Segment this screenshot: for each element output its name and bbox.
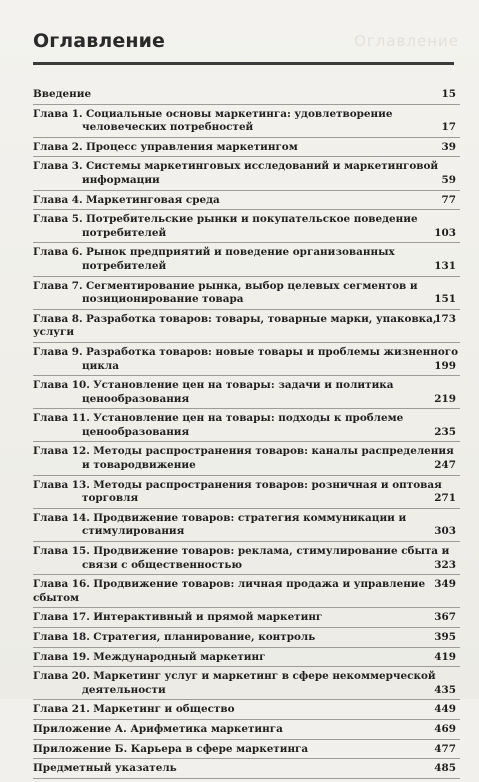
toc-entry[interactable]: [33, 631, 460, 645]
toc-entry-text: [33, 346, 460, 373]
toc-entry[interactable]: [33, 479, 460, 506]
page-title: Оглавление: [33, 30, 165, 52]
toc-entry-text: [33, 379, 460, 406]
page-number: 477: [434, 742, 456, 755]
chapter-title: Установление цен на товары: подходы к проблеме ценообразования: [82, 412, 404, 438]
row-divider: [33, 209, 460, 210]
toc-entry[interactable]: [33, 246, 460, 273]
row-divider: [33, 242, 460, 243]
chapter-number: Глава 15.: [33, 545, 90, 558]
bleed-through-heading: Оглавление: [354, 32, 459, 50]
chapter-number: Глава 19.: [33, 650, 90, 663]
chapter-title: Приложение А. Арифметика маркетинга: [33, 722, 283, 735]
chapter-title: Установление цен на товары: задачи и политика ценообразования: [82, 379, 394, 405]
chapter-title: Рынок предприятий и поведение организованных потребителей: [82, 246, 395, 272]
toc-entry[interactable]: [33, 313, 460, 340]
chapter-title: Методы распространения товаров: розничная и оптовая торговля: [82, 478, 442, 505]
row-divider: [33, 666, 460, 667]
chapter-number: Глава 1.: [33, 107, 83, 120]
chapter-number: Глава 10.: [33, 379, 90, 392]
toc-entry[interactable]: [33, 88, 460, 102]
toc-entry-text: [33, 743, 308, 755]
row-divider: [33, 408, 460, 409]
chapter-title: Разработка товаров: новые товары и проблемы жизненного цикла: [82, 345, 459, 372]
chapter-title: Методы распространения товаров: каналы распределения и товародвижение: [82, 445, 454, 472]
toc-entry[interactable]: [33, 213, 460, 240]
toc-entry[interactable]: [33, 108, 460, 135]
page-number: 303: [434, 525, 456, 538]
header: [0, 0, 479, 62]
toc-entry[interactable]: [33, 703, 460, 717]
page-number: 17: [441, 121, 456, 134]
chapter-number: Глава 3.: [33, 160, 83, 173]
toc-entry[interactable]: [33, 611, 460, 625]
page-number: 15: [441, 88, 456, 100]
toc-entry-text: [33, 280, 460, 307]
chapter-title: Продвижение товаров: стратегия коммуникации и стимулирования: [82, 511, 407, 538]
chapter-title: Маркетинговая среда: [85, 193, 220, 206]
toc-entry-text: [33, 631, 315, 643]
row-divider: [33, 137, 460, 138]
chapter-title: Маркетинг и общество: [93, 703, 235, 716]
page-number: 449: [434, 703, 456, 716]
toc-entry-text: [33, 88, 91, 100]
page-number: 77: [441, 193, 456, 206]
toc-entry[interactable]: [33, 723, 460, 737]
page-number: 435: [434, 683, 456, 696]
toc-entry[interactable]: [33, 762, 460, 776]
page-number: 419: [434, 650, 456, 663]
row-divider: [33, 739, 460, 740]
row-divider: [33, 719, 460, 720]
page-number: 469: [434, 722, 456, 735]
chapter-title: Маркетинг услуг и маркетинг в сфере некоммерческой деятельности: [82, 670, 436, 696]
toc-entry-text: [33, 762, 177, 774]
row-divider: [33, 778, 460, 779]
chapter-title: Системы маркетинговых исследований и маркетинговой информации: [82, 160, 439, 186]
row-divider: [33, 541, 460, 542]
chapter-title: Интерактивный и прямой маркетинг: [93, 611, 323, 624]
toc-entry-text: [33, 213, 460, 240]
toc-entry-text: [33, 141, 298, 153]
toc-entry-text: [33, 578, 425, 604]
toc-entry[interactable]: [33, 412, 460, 439]
toc-entry-text: [33, 670, 460, 697]
page-number: 395: [434, 631, 456, 643]
toc-entry-text: [33, 160, 460, 187]
table-of-contents: [33, 88, 460, 782]
chapter-title: Потребительские рынки и покупательское поведение потребителей: [82, 213, 418, 239]
page-number: 367: [434, 611, 456, 624]
row-divider: [33, 375, 460, 376]
row-divider: [33, 441, 460, 442]
row-divider: [33, 190, 460, 191]
row-divider: [33, 104, 460, 105]
toc-entry[interactable]: [33, 743, 460, 757]
page-number: 199: [434, 359, 456, 372]
page-number: 39: [441, 140, 456, 153]
chapter-number: Глава 21.: [33, 703, 90, 716]
toc-entry-text: [33, 412, 460, 439]
chapter-number: Глава 2.: [33, 140, 83, 153]
toc-entry-text: [33, 512, 460, 539]
chapter-title: Сегментирование рынка, выбор целевых сегментов и позиционирование товара: [82, 279, 418, 306]
chapter-number: Глава 17.: [33, 611, 90, 624]
toc-entry-text: [33, 445, 460, 472]
toc-entry-text: [33, 313, 437, 339]
toc-entry[interactable]: [33, 194, 460, 208]
toc-entry-text: [33, 194, 220, 206]
page-number: 349: [434, 578, 456, 591]
toc-entry[interactable]: [33, 578, 460, 605]
chapter-title: Продвижение товаров: личная продажа и управление сбытом: [33, 578, 426, 604]
page-number: 103: [434, 226, 456, 239]
chapter-title: Предметный указатель: [33, 762, 177, 775]
row-divider: [33, 647, 460, 648]
page-number: 173: [434, 312, 456, 325]
title-rule: [33, 62, 454, 65]
chapter-number: Глава 13.: [33, 478, 90, 491]
toc-entry-text: [33, 108, 460, 135]
toc-entry[interactable]: [33, 651, 460, 665]
chapter-number: Глава 14.: [33, 511, 90, 524]
chapter-number: Глава 8.: [33, 312, 83, 325]
chapter-title: Международный маркетинг: [93, 650, 266, 663]
chapter-title: Разработка товаров: товары, товарные марки, упаковка, услуги: [33, 312, 437, 339]
chapter-number: Глава 12.: [33, 445, 90, 458]
page-number: 131: [434, 259, 456, 272]
toc-entry-text: [33, 723, 283, 735]
toc-entry[interactable]: [33, 445, 460, 472]
toc-entry-text: [33, 651, 265, 663]
toc-entry[interactable]: [33, 346, 460, 373]
row-divider: [33, 607, 460, 608]
row-divider: [33, 342, 460, 343]
toc-entry-text: [33, 479, 460, 506]
chapter-number: Глава 11.: [33, 412, 90, 425]
row-divider: [33, 475, 460, 476]
toc-entry[interactable]: [33, 280, 460, 307]
row-divider: [33, 758, 460, 759]
page-number: 271: [434, 492, 456, 505]
chapter-number: Глава 4.: [33, 193, 83, 206]
page-number: 323: [434, 558, 456, 571]
row-divider: [33, 156, 460, 157]
toc-entry-text: [33, 246, 460, 273]
page-number: 485: [434, 762, 456, 775]
chapter-title: Социальные основы маркетинга: удовлетворение человеческих потребностей: [82, 107, 393, 134]
toc-entry[interactable]: [33, 379, 460, 406]
chapter-number: Глава 16.: [33, 578, 90, 591]
page-number: 151: [434, 293, 456, 306]
chapter-title: Продвижение товаров: реклама, стимулирование сбыта и связи с общественностью: [82, 545, 450, 571]
row-divider: [33, 574, 460, 575]
toc-entry[interactable]: [33, 670, 460, 697]
chapter-number: Глава 18.: [33, 631, 90, 643]
toc-entry-text: [33, 703, 235, 715]
toc-entry[interactable]: [33, 141, 460, 155]
chapter-title: Процесс управления маркетингом: [85, 140, 298, 153]
chapter-number: Глава 9.: [33, 345, 83, 358]
chapter-number: Глава 20.: [33, 670, 90, 683]
chapter-title: Введение: [33, 88, 92, 100]
toc-entry-text: [33, 545, 460, 572]
row-divider: [33, 627, 460, 628]
chapter-title: Стратегия, планирование, контроль: [93, 631, 316, 643]
toc-entry[interactable]: [33, 160, 460, 187]
toc-entry[interactable]: [33, 545, 460, 572]
row-divider: [33, 508, 460, 509]
toc-entry[interactable]: [33, 512, 460, 539]
chapter-number: Глава 6.: [33, 246, 83, 259]
chapter-number: Глава 7.: [33, 279, 83, 292]
chapter-title: Приложение Б. Карьера в сфере маркетинга: [33, 742, 309, 755]
page-number: 247: [434, 459, 456, 472]
page-number: 219: [434, 392, 456, 405]
row-divider: [33, 309, 460, 310]
row-divider: [33, 699, 460, 700]
page-number: 59: [441, 173, 456, 186]
toc-entry-text: [33, 611, 322, 623]
row-divider: [33, 276, 460, 277]
page-number: 235: [434, 425, 456, 438]
chapter-number: Глава 5.: [33, 213, 83, 226]
